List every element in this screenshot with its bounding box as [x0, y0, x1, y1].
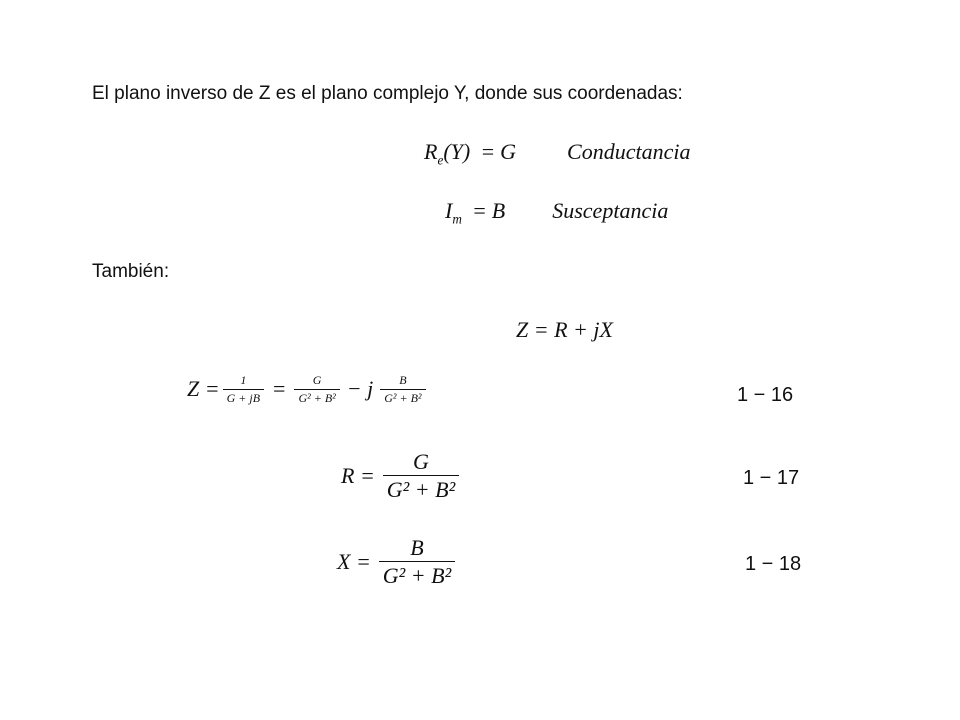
equation-number-1-18: 1 − 18: [745, 553, 802, 575]
re-value: G: [500, 139, 517, 164]
im-symbol: I: [445, 198, 453, 223]
fraction-denominator: G² + B²: [379, 561, 455, 587]
conductancia-label: Conductancia: [567, 139, 691, 164]
fraction-denominator: G² + B²: [294, 389, 339, 405]
equation-number-1-16: 1 − 16: [737, 384, 794, 406]
re-symbol: R: [424, 139, 438, 164]
fraction-numerator: B: [399, 373, 407, 387]
z-definition: Z = R + jX: [516, 317, 613, 342]
susceptancia-label: Susceptancia: [552, 198, 669, 223]
fraction-denominator: G² + B²: [383, 475, 459, 501]
im-subscript: m: [452, 211, 462, 227]
equation-1-18: [337, 536, 458, 587]
re-argument: (Y): [443, 139, 471, 164]
fraction-denominator: G + jB: [223, 389, 264, 405]
eq17-fraction: [383, 450, 459, 501]
equals-sign: =: [481, 139, 495, 164]
equation-1-17: [341, 450, 462, 501]
fraction-numerator: G: [413, 449, 429, 474]
eq16-lhs: Z =: [187, 376, 220, 402]
minus-j: − j: [346, 376, 374, 402]
tambien-text: También:: [92, 261, 170, 282]
eq16-fraction-2: [294, 374, 339, 404]
eq18-lhs: X =: [337, 548, 371, 574]
eq16-fraction-3: [380, 374, 425, 404]
eq18-fraction: [379, 536, 455, 587]
equation-number-1-17: 1 − 17: [743, 467, 800, 489]
fraction-numerator: 1: [240, 373, 247, 387]
fraction-denominator: G² + B²: [380, 389, 425, 405]
intro-text: El plano inverso de Z es el plano complejo Y, donde sus coordenadas:: [92, 83, 683, 104]
eq16-fraction-1: [223, 374, 264, 404]
fraction-numerator: G: [312, 373, 322, 387]
im-equation: [445, 198, 668, 227]
equation-1-16: [187, 374, 429, 404]
fraction-numerator: B: [410, 535, 424, 560]
eq17-lhs: R =: [341, 462, 375, 488]
equals-sign: =: [273, 376, 286, 402]
equals-sign: =: [473, 198, 486, 223]
re-y-equation: [424, 139, 690, 168]
im-value: B: [491, 198, 506, 223]
re-subscript: e: [437, 152, 444, 168]
